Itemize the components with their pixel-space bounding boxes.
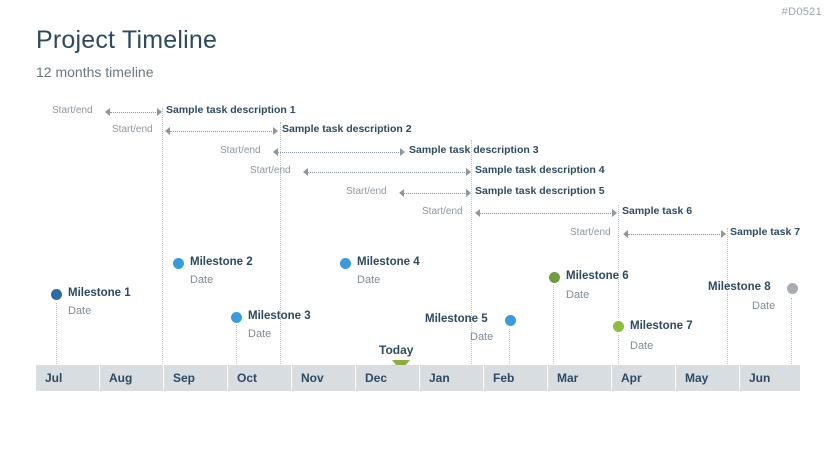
task-name-label: Sample task 6 — [622, 205, 693, 217]
axis-month-cell[interactable] — [420, 365, 484, 391]
arrow-right-icon — [466, 189, 471, 197]
axis-month-cell[interactable] — [356, 365, 420, 391]
axis-month-label: Aug — [109, 371, 133, 385]
milestone-dot[interactable] — [611, 319, 626, 334]
axis-month-cell[interactable] — [676, 365, 740, 391]
task-row — [36, 106, 436, 120]
task-name-label: Sample task 7 — [730, 226, 801, 238]
arrow-right-icon — [721, 230, 726, 238]
milestone-dot[interactable] — [171, 256, 186, 271]
axis-month-label: Sep — [173, 371, 196, 385]
milestone-label: Milestone 4 — [357, 256, 420, 268]
milestone-label: Milestone 1 — [68, 287, 131, 299]
milestone-date: Date — [470, 331, 494, 343]
task-duration-line — [170, 131, 274, 132]
task-name-label: Sample task description 5 — [475, 185, 605, 197]
axis-month-label: Nov — [301, 371, 324, 385]
milestone-label: Milestone 8 — [708, 281, 771, 293]
guide-line-5 — [727, 228, 728, 380]
axis-month-label: Feb — [493, 371, 515, 385]
task-duration-line — [404, 193, 467, 194]
task-name-label: Sample task description 4 — [475, 164, 605, 176]
arrow-right-icon — [273, 127, 278, 135]
guide-line-milestone-5 — [509, 325, 510, 368]
milestone-label: Milestone 3 — [248, 310, 311, 322]
task-name-label: Sample task description 1 — [166, 104, 296, 116]
arrow-right-icon — [400, 148, 405, 156]
milestone-date: Date — [752, 300, 776, 312]
task-row — [36, 125, 516, 139]
task-row — [36, 226, 801, 242]
today-label: Today — [379, 343, 414, 357]
milestone-label: Milestone 5 — [425, 313, 488, 325]
milestone-dot[interactable] — [547, 270, 562, 285]
milestone-date: Date — [248, 328, 272, 340]
milestone-date: Date — [190, 274, 214, 286]
task-duration-line — [308, 172, 467, 173]
guide-line-milestone-6 — [553, 280, 554, 368]
task-startend-label: Start/end — [422, 206, 463, 217]
task-duration-line — [628, 234, 722, 235]
axis-month-label: Jun — [749, 371, 771, 385]
month-axis — [36, 365, 800, 391]
guide-line-milestone-3 — [236, 320, 237, 368]
axis-month-cell[interactable] — [228, 365, 292, 391]
milestone-date: Date — [68, 305, 92, 317]
task-duration-line — [110, 112, 158, 113]
task-row — [36, 166, 636, 180]
axis-month-cell[interactable] — [292, 365, 356, 391]
task-startend-label: Start/end — [570, 227, 611, 238]
task-startend-label: Start/end — [112, 124, 153, 135]
task-duration-line — [278, 152, 401, 153]
task-startend-label: Start/end — [220, 145, 261, 156]
page-subtitle: 12 months timeline — [36, 64, 154, 80]
milestone-label: Milestone 6 — [566, 270, 629, 282]
milestone-label: Milestone 2 — [190, 256, 253, 268]
milestone-dot[interactable] — [785, 281, 800, 296]
task-row — [36, 146, 596, 160]
task-startend-label: Start/end — [346, 186, 387, 197]
page-title: Project Timeline — [36, 26, 218, 54]
task-row — [36, 187, 636, 201]
task-startend-label: Start/end — [250, 165, 291, 176]
axis-month-cell[interactable] — [100, 365, 164, 391]
axis-month-cell[interactable] — [740, 365, 800, 391]
arrow-right-icon — [157, 108, 162, 116]
axis-month-label: Jan — [429, 371, 450, 385]
axis-month-label: May — [685, 371, 709, 385]
guide-line-milestone-8 — [791, 298, 792, 368]
slide-code: #D0521 — [781, 6, 822, 18]
task-name-label: Sample task description 3 — [409, 144, 539, 156]
task-row — [36, 207, 736, 221]
axis-month-cell[interactable] — [164, 365, 228, 391]
guide-line-milestone-1 — [56, 298, 57, 368]
milestone-dot[interactable] — [49, 287, 64, 302]
guide-line-2 — [280, 122, 281, 380]
axis-month-label: Apr — [621, 371, 642, 385]
milestone-date: Date — [566, 289, 590, 301]
milestone-label: Milestone 7 — [630, 320, 693, 332]
milestone-dot[interactable] — [229, 310, 244, 325]
task-name-label: Sample task description 2 — [282, 123, 412, 135]
axis-month-label: Dec — [365, 371, 388, 385]
milestone-dot[interactable] — [503, 313, 518, 328]
axis-month-cell[interactable] — [612, 365, 676, 391]
axis-month-label: Oct — [237, 371, 258, 385]
axis-month-cell[interactable] — [548, 365, 612, 391]
milestone-dot[interactable] — [338, 256, 353, 271]
axis-month-cell[interactable] — [36, 365, 100, 391]
milestone-date: Date — [357, 274, 381, 286]
guide-line-milestone-7 — [618, 328, 619, 368]
axis-month-label: Mar — [557, 371, 579, 385]
task-startend-label: Start/end — [52, 105, 93, 116]
task-duration-line — [480, 213, 613, 214]
axis-month-cell[interactable] — [484, 365, 548, 391]
milestone-date: Date — [630, 340, 654, 352]
axis-month-label: Jul — [45, 371, 63, 385]
arrow-right-icon — [466, 168, 471, 176]
arrow-right-icon — [612, 209, 617, 217]
